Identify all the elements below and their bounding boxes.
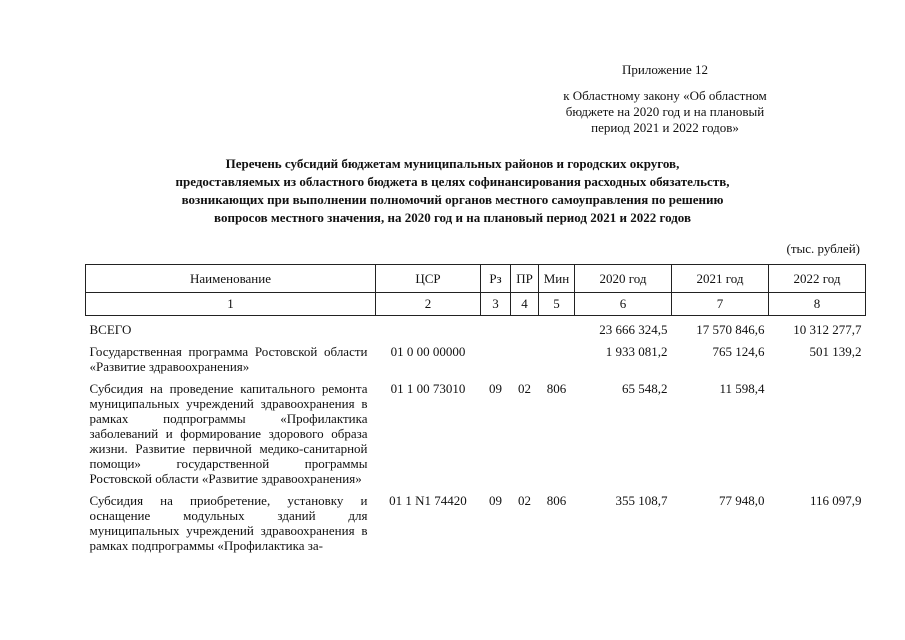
row-2021: 17 570 846,6 (696, 322, 765, 337)
row-name: Субсидия на проведение капитального ремонта муниципальных учреждений здравоохранения в рамках подпрограммы «Профилактика заболеваний и формирование здорового образа жизни. Развитие первичной медико-санитарной помощи» государственной программы Ростовской области «Развитие здравоохранения» (89, 381, 368, 486)
table-row (86, 486, 866, 553)
row-csr: 01 1 N1 74420 (389, 493, 467, 508)
document-title (100, 155, 805, 227)
row-rz: 09 (489, 381, 502, 396)
column-header-2020: 2020 год (575, 265, 672, 293)
row-2021: 77 948,0 (719, 493, 765, 508)
title-line: вопросов местного значения, на 2020 год и на плановый период 2021 и 2022 годов (214, 210, 691, 225)
row-rz (481, 337, 511, 374)
row-csr: 01 1 00 73010 (390, 381, 466, 396)
row-2020: 1 933 081,2 (605, 344, 668, 359)
table-row (86, 374, 866, 486)
column-number: 1 (86, 293, 376, 316)
header-row (86, 265, 866, 293)
row-name: Субсидия на приобретение, установку и оснащение модульных зданий для муниципальных учреждений здравоохранения в рамках подпрограммы «Профилактика за- (89, 493, 368, 553)
row-pr (511, 316, 539, 338)
row-2021: 11 598,4 (719, 381, 765, 396)
row-name: Государственная программа Ростовской области «Развитие здравоохранения» (89, 344, 368, 374)
column-number: 7 (672, 293, 769, 316)
row-min (539, 316, 575, 338)
column-header-2022: 2022 год (769, 265, 866, 293)
column-header-csr: ЦСР (376, 265, 481, 293)
row-name: ВСЕГО (89, 322, 132, 337)
row-csr (376, 316, 481, 338)
row-2020: 65 548,2 (622, 381, 668, 396)
column-number: 6 (575, 293, 672, 316)
units-note: (тыс. рублей) (786, 241, 860, 256)
column-header-name: Наименование (86, 265, 376, 293)
appendix-law-line: бюджете на 2020 год и на плановый (565, 104, 765, 119)
row-min (539, 337, 575, 374)
column-number: 5 (539, 293, 575, 316)
table-row (86, 337, 866, 374)
column-header-pr: ПР (511, 265, 539, 293)
column-number: 8 (769, 293, 866, 316)
row-2022: 501 139,2 (809, 344, 862, 359)
row-rz: 09 (489, 493, 502, 508)
row-2020: 23 666 324,5 (599, 322, 668, 337)
appendix-law-line: период 2021 и 2022 годов» (591, 120, 739, 135)
row-2022: 10 312 277,7 (793, 322, 862, 337)
row-2022 (769, 374, 866, 486)
row-csr: 01 0 00 00000 (390, 344, 466, 359)
column-header-2021: 2021 год (672, 265, 769, 293)
row-pr: 02 (518, 381, 531, 396)
subsidy-table (85, 264, 866, 553)
appendix-law-line: к Областному закону «Об областном (563, 88, 767, 103)
row-min: 806 (546, 381, 567, 396)
row-pr (511, 337, 539, 374)
row-min: 806 (546, 493, 567, 508)
column-number: 2 (376, 293, 481, 316)
row-2020: 355 108,7 (615, 493, 668, 508)
column-number: 4 (511, 293, 539, 316)
title-line: возникающих при выполнении полномочий органов местного самоуправления по решению (181, 192, 724, 207)
row-rz (481, 316, 511, 338)
row-pr: 02 (518, 493, 531, 508)
appendix-caption (555, 62, 775, 136)
column-number: 3 (481, 293, 511, 316)
appendix-number: Приложение 12 (621, 62, 709, 77)
title-line: предоставляемых из областного бюджета в целях софинансирования расходных обязательств, (175, 174, 730, 189)
column-header-min: Мин (539, 265, 575, 293)
column-number-row (86, 293, 866, 316)
row-2021: 765 124,6 (712, 344, 765, 359)
title-line: Перечень субсидий бюджетам муниципальных районов и городских округов, (225, 156, 680, 171)
column-header-rz: Рз (481, 265, 511, 293)
row-2022: 116 097,9 (809, 493, 862, 508)
table-row-total (86, 316, 866, 338)
